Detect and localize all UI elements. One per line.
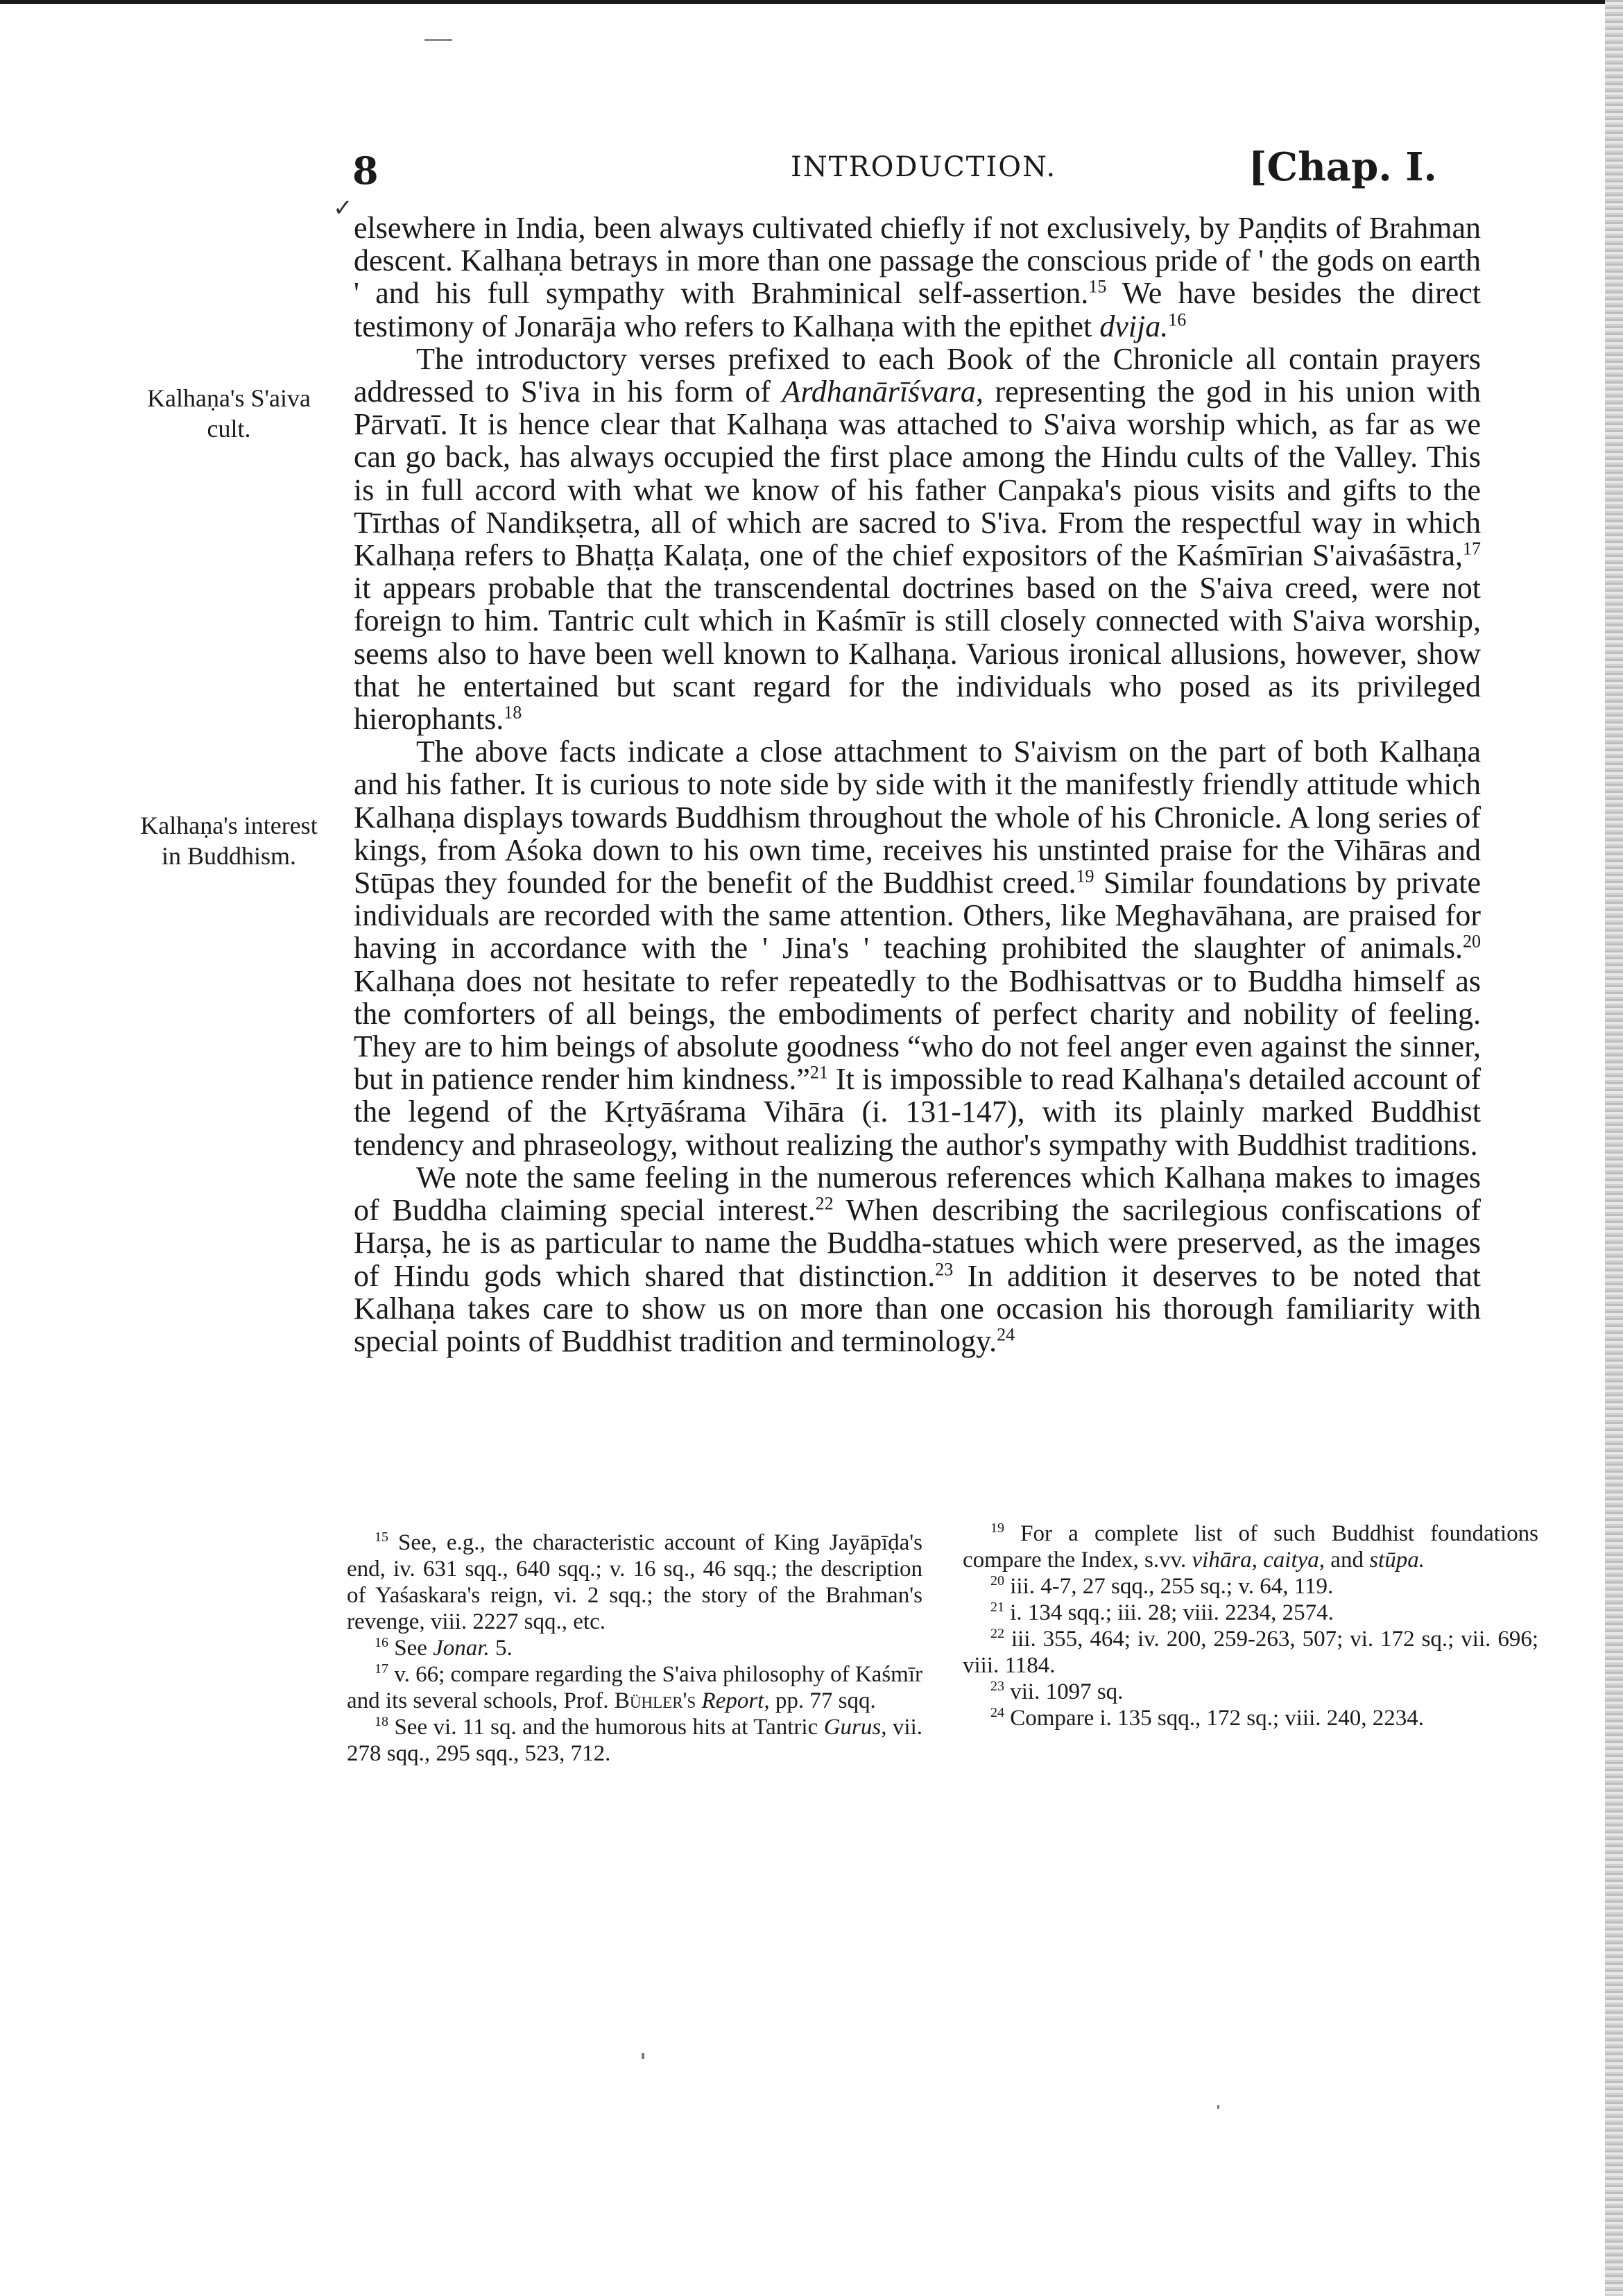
text-run: elsewhere in India, been always cultivated chiefly if not exclusively, by Paṇḍits of Brahman descent. Kalhaṇa betrays in more than one passage the conscious pride of ' the gods on earth ' and his full sympathy with Brahminical self-assertion. [354,211,1481,311]
footnote-text: 5. [489,1636,513,1661]
footnote-number: 20 [990,1573,1004,1588]
footnote-text: Compare i. 135 sqq., 172 sq.; viii. 240, 2234. [1010,1706,1424,1731]
footnote-20 [963,1573,1538,1600]
footnote-text: See [394,1636,433,1661]
footnote-17 [347,1661,922,1714]
footnote-24 [963,1705,1538,1731]
footnotes-left [347,1530,922,1767]
footnote-ref-18: 18 [504,702,522,723]
footnote-italic: vihāra, caitya, [1192,1548,1325,1573]
footnote-ref-19: 19 [1076,866,1094,886]
text-run: We have besides the direct testimony of Jonarāja who refers to Kalhaṇa with the epithet [354,276,1481,343]
footnote-ref-20: 20 [1463,931,1481,952]
text-run: Kalhaṇa does not hesitate to refer repeatedly to the Bodhisattvas or to Buddha himself as the comforters of all beings, the embodiments of perfect charity and nobility of feeling. They are to him beings of absolute goodness “who do not feel anger even against the sinner, but in patience render him kindness.” [354,963,1481,1097]
footnote-23 [963,1679,1538,1705]
footnotes-right [963,1520,1538,1731]
text-run: Similar foundations by private individuals are recorded with the same attention. Others, like Meghavāhana, are praised for having in accordance with the ' Jina's ' teaching prohibited the slaughter of animals. [354,866,1481,966]
chapter-label: [Chap. I. [1248,144,1437,190]
margin-note-buddhism: Kalhaṇa's interest in Buddhism. [140,812,318,870]
text-run: The above facts indicate a close attachment to S'aivism on the part of both Kalhaṇa and his father. It is curious to note side by side with it the manifestly friendly attitude which Kalhaṇa displays towards Buddhism throughout the whole of his Chronicle. A long series of kings, from Aśoka down to his own time, receives his unstinted praise for the Vihāras and Stūpas they founded for the benefit of the Buddhist creed. [354,735,1481,900]
running-title: INTRODUCTION. [791,151,1057,183]
scan-speck [1217,2105,1219,2109]
footnote-19 [963,1520,1538,1573]
text-run: It is impossible to read Kalhaṇa's detailed account of the legend of the Kṛtyāśrama Vihāra (i. 131-147), with its plainly marked Buddhist tendency and phraseology, without realizing the author's sympathy with Buddhist traditions. [354,1062,1481,1162]
footnote-ref-23: 23 [935,1258,954,1279]
text-run: We note the same feeling in the numerous references which Kalhaṇa makes to images of Buddha claiming special interest. [354,1160,1481,1228]
paragraph-3 [354,735,1481,1161]
footnote-text: and [1325,1548,1370,1573]
paragraph-2 [354,343,1481,735]
footnote-text: vii. 278 sqq., 295 sqq., 523, 712. [347,1715,923,1766]
footnote-text: pp. 77 sqq. [769,1688,876,1713]
footnote-text: See vi. 11 sq. and the humorous hits at Tantric [394,1715,824,1740]
footnote-18 [347,1714,922,1767]
footnote-ref-17: 17 [1463,538,1481,559]
footnote-22 [963,1626,1538,1679]
text-run: In addition it deserves to be noted that Kalhaṇa takes care to show us on more than one occasion his thorough familiarity with special points of Buddhist tradition and terminology. [354,1258,1481,1358]
footnote-text: v. 66; compare regarding the S'aiva philosophy of Kaśmīr and its several schools, Prof. [347,1662,923,1713]
footnote-number: 15 [375,1530,388,1545]
footnote-number: 24 [990,1705,1004,1720]
footnote-ref-21: 21 [809,1062,828,1083]
page-edge [1605,0,1623,2296]
footnote-number: 18 [375,1714,388,1729]
footnote-text: See, e.g., the characteristic account of King Jayāpīḍa's end, iv. 631 sqq., 640 sqq.; v. 16 sq., 46 sqq.; the description of Yaśaskara's reign, vi. 2 sqq.; the story of the Brahman's revenge, viii. 2227 sqq., etc. [347,1530,923,1634]
footnote-number: 16 [375,1635,388,1650]
footnote-number: 23 [990,1679,1004,1694]
page-number: 8 [352,148,379,193]
scan-mark [424,39,452,41]
footnote-text: For a complete list of such Buddhist foundations compare the Index, s.vv. [963,1521,1538,1573]
footnote-15 [347,1530,922,1635]
text-run: representing the god in his union with Pārvatī. It is hence clear that Kalhaṇa was attached to S'aiva worship which, as far as we can go back, has always occupied the first place among the Hindu cults of the Valley. This is in full accord with what we know of his father Canpaka's pious visits and gifts to the Tīrthas of Nandikṣetra, all of which are sacred to S'iva. From the respectful way in which Kalhaṇa refers to Bhaṭṭa Kalaṭa, one of the chief expositors of the Kaśmīrian S'aivaśāstra, [354,375,1481,573]
term-dvija: dvija. [1099,309,1169,343]
footnote-21 [963,1600,1538,1626]
footnote-ref-22: 22 [815,1193,834,1214]
footnote-text: vii. 1097 sq. [1010,1679,1124,1704]
footnote-italic: stūpa. [1369,1548,1425,1573]
scan-speck [642,2053,644,2059]
text-run: The introductory verses prefixed to each Book of the Chronicle all contain prayers addressed to S'iva in his form of [354,341,1481,409]
main-text [354,212,1481,1357]
footnote-number: 17 [375,1661,388,1677]
tick-mark: ✓ [333,194,353,222]
text-run: When describing the sacrilegious confiscations of Harṣa, he is as particular to name the Buddha-statues which were preserved, as the images of Hindu gods which shared that distinction. [354,1193,1482,1293]
footnote-number: 22 [990,1626,1004,1641]
footnote-italic: Jonar. [433,1636,490,1661]
margin-note-saiva-cult: Kalhaṇa's S'aiva cult. [147,384,311,443]
footnote-text: i. 134 sqq.; iii. 28; viii. 2234, 2574. [1010,1600,1334,1625]
footnote-number: 21 [990,1600,1004,1615]
term-ardhanarisvara: Ardhanārīśvara, [782,375,984,409]
paragraph-1 [354,212,1481,343]
top-rule [0,0,1623,4]
footnote-ref-24: 24 [997,1324,1015,1345]
footnote-italic: Report, [701,1688,770,1713]
footnote-ref-16: 16 [1168,309,1187,329]
paragraph-4 [354,1161,1481,1357]
footnote-text: iii. 355, 464; iv. 200, 259-263, 507; vi. 172 sq.; vii. 696; viii. 1184. [963,1627,1539,1678]
footnote-number: 19 [990,1520,1004,1536]
footnote-italic: Gurus, [823,1715,887,1740]
footnote-smallcaps: Bühler's [614,1688,696,1713]
footnote-16 [347,1635,922,1661]
page-header [0,144,1623,200]
footnote-text: iii. 4-7, 27 sqq., 255 sq.; v. 64, 119. [1010,1574,1334,1599]
footnote-ref-15: 15 [1088,276,1107,297]
text-run: it appears probable that the transcendental doctrines based on the S'aiva creed, were not foreign to him. Tantric cult which in Kaśmīr is still closely connected with S'aiva worship, seems also to have been well known to Kalhaṇa. Various ironical allusions, however, show that he entertained but scant regard for the individuals who posed as its privileged hierophants. [354,571,1481,737]
